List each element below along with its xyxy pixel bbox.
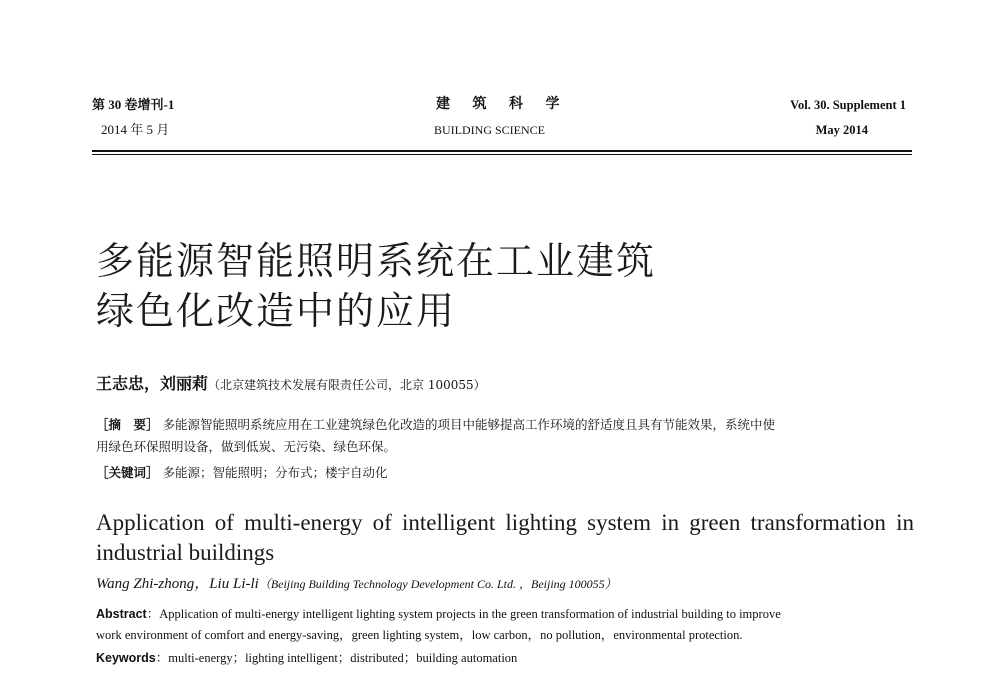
abstract-label-en: Abstract [96,607,147,621]
keywords-label-cn: ［关键词］ [96,465,159,480]
abstract-text-en-line1: ：Application of multi-energy intelligent lighting system projects in the green transformation of industrial building to improve [146,607,781,621]
journal-date-en: May 2014 [815,123,868,137]
keywords-text-cn: 多能源；智能照明；分布式；楼宇自动化 [162,465,388,480]
abstract-en [96,604,914,646]
paper-title-en: Application of multi-energy of intelligent lighting system in green transformation in industrial buildings [96,510,914,565]
paper-title-cn-line1: 多能源智能照明系统在工业建筑 [96,239,657,283]
header-rule-thin [92,154,912,155]
journal-volume-en: Vol. 30. Supplement 1 [790,98,906,112]
keywords-cn [96,462,916,484]
author-affiliation-cn: （北京建筑技术发展有限责任公司，北京 100055） [208,378,486,392]
abstract-text-cn-line2: 用绿色环保照明设备，做到低炭、无污染、绿色环保。 [96,439,397,454]
author-affiliation-en: （Beijing Building Technology Development Co. Ltd. ，Beijing 100055） [258,577,617,591]
authors-en [96,575,617,593]
journal-name-cn: 建 筑 科 学 [436,97,563,112]
paper-title-cn [96,236,656,336]
journal-name-en: BUILDING SCIENCE [434,123,545,137]
header-rule-thick [92,150,912,152]
keywords-en [96,648,914,669]
journal-date-cn: 2014 年 5 月 [101,122,170,137]
author-names-cn: 王志忠，刘丽莉 [96,374,209,393]
author-names-en: Wang Zhi-zhong，Liu Li-li [96,576,259,592]
authors-cn [96,374,486,395]
abstract-text-cn-line1: 多能源智能照明系统应用在工业建筑绿色化改造的项目中能够提高工作环境的舒适度且具有节能效果，系统中使 [162,417,776,432]
keywords-label-en: Keywords [96,651,156,665]
journal-volume-cn: 第 30 卷增刊-1 [92,97,175,112]
abstract-label-cn: ［摘 要］ [96,417,159,432]
keywords-text-en: ：multi-energy；lighting intelligent；distributed；building automation [155,651,518,665]
abstract-cn [96,414,916,458]
abstract-text-en-line2: work environment of comfort and energy-saving，green lighting system，low carbon，no pollution，environmental protection. [96,628,743,642]
paper-title-cn-line2: 绿色化改造中的应用 [96,289,457,333]
